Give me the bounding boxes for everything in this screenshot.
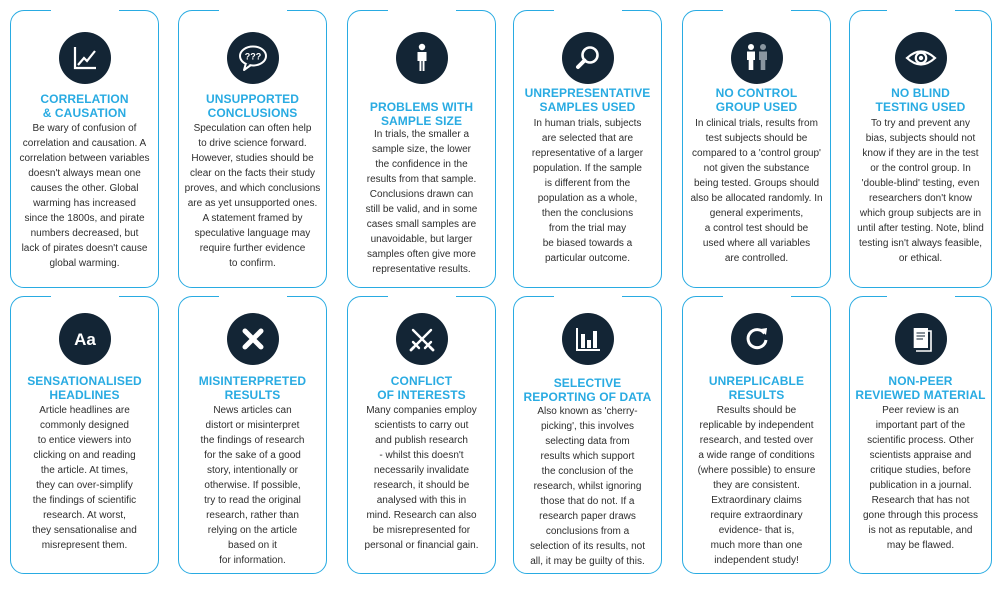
card-title: MISINTERPRETED RESULTS (198, 374, 307, 402)
card-title: CORRELATION & CAUSATION (40, 92, 129, 120)
card-title: UNSUPPORTED CONCLUSIONS (205, 92, 300, 120)
card-body: Many companies employ scientists to carry out and publish research - whilst this doesn't necessarily invalidate research, it should be analysed with this in mind. Research can also be misrepresented for personal or financial gain. (364, 405, 479, 551)
card-title: SENSATIONALISED HEADLINES (27, 374, 142, 402)
card-body: Peer review is an important part of the scientific process. Other scientists appraise and critique studies, before publication in a journal. Research that has not gone through this process is not as reputable, and may be flawed. (862, 405, 979, 551)
cross-icon (227, 313, 279, 365)
card-title: CONFLICT OF INTERESTS (377, 374, 466, 402)
card-body: In clinical trials, results from test subjects should be compared to a 'control group' not given the substance being tested. Groups should also be allocated randomly. In general experiments, a control test should be used where all variables are controlled. (690, 118, 823, 264)
card-unrepresentative-samples (513, 10, 662, 288)
card-body: Results should be replicable by independent research, and tested over a wide range of conditions (where possible) to ensure they are consistent. Extraordinary claims require extraordinary evidence- that is, much more than one independent study! (697, 405, 816, 566)
svg-text:Aa: Aa (73, 330, 96, 349)
eye-icon (895, 32, 947, 84)
font-aa-icon (59, 313, 111, 365)
two-people-icon (731, 32, 783, 84)
card-body: To try and prevent any bias, subjects should not know if they are in the test or the control group. In 'double-blind' testing, even researchers don't know which group subjects are in until after testing. Note, blind testing isn't always feasible, or ethical. (857, 118, 984, 264)
card-no-blind-testing (849, 10, 992, 288)
card-unsupported-conclusions (178, 10, 327, 288)
card-body: News articles can distort or misinterpret the findings of research for the sake of a good story, intentionally or otherwise. If possible, try to read the original research, rather than relying on the article based on it for information. (200, 405, 305, 566)
person-icon (396, 32, 448, 84)
card-misinterpreted-results (178, 296, 327, 574)
card-body: Be wary of confusion of correlation and causation. A correlation between variables doesn't always mean one causes the other. Global warming has increased since the 1800s, and pirate numbers decreased, but lack of pirates doesn't cause global warming. (19, 123, 150, 269)
card-title: NO CONTROL GROUP USED (715, 86, 798, 114)
card-selective-reporting (513, 296, 662, 574)
magnifier-icon (562, 32, 614, 84)
speech-bubble-icon (227, 32, 279, 84)
card-title: UNREPRESENTATIVE SAMPLES USED (524, 86, 651, 114)
card-title: NO BLIND TESTING USED (875, 86, 966, 114)
card-sensationalised-headlines (10, 296, 159, 574)
card-title: SELECTIVE REPORTING OF DATA (523, 376, 652, 404)
card-unreplicable-results (682, 296, 831, 574)
card-title: NON-PEER REVIEWED MATERIAL (855, 374, 986, 402)
card-body: In trials, the smaller a sample size, the lower the confidence in the results from that sample. Conclusions drawn can still be valid, and in some cases small samples are unavoidable, but larger samples often give more representative results. (365, 129, 478, 275)
book-icon (895, 313, 947, 365)
card-body: Also known as 'cherry- picking', this involves selecting data from results which support the conclusion of the research, whilst ignoring those that do not. If a research paper draws conclusions from a selection of its results, not all, it may be guilty of this. (529, 406, 646, 567)
card-title: UNREPLICABLE RESULTS (708, 374, 805, 402)
card-title: PROBLEMS WITH SAMPLE SIZE (369, 100, 474, 128)
card-correlation-causation (10, 10, 159, 288)
card-non-peer-reviewed (849, 296, 992, 574)
card-body: Speculation can often help to drive science forward. However, studies should be clear on the facts their study proves, and which conclusions are as yet unsupported ones. A statement framed by speculative language may require further evidence to confirm. (184, 123, 321, 269)
card-body: Article headlines are commonly designed to entice viewers into clicking on and reading the article. At times, they can over-simplify the findings of scientific research. At worst, they sensationalise and misrepresent them. (32, 405, 137, 551)
bar-chart-icon (562, 313, 614, 365)
refresh-icon (731, 313, 783, 365)
card-body: In human trials, subjects are selected that are representative of a larger population. If the sample is different from the population as a whole, then the conclusions from the trial may be biased towards a particular outcome. (531, 118, 644, 264)
svg-text:???: ??? (244, 51, 261, 62)
line-chart-icon (59, 32, 111, 84)
card-sample-size (347, 10, 496, 288)
crossed-swords-icon (396, 313, 448, 365)
card-no-control-group (682, 10, 831, 288)
card-conflict-of-interests (347, 296, 496, 574)
